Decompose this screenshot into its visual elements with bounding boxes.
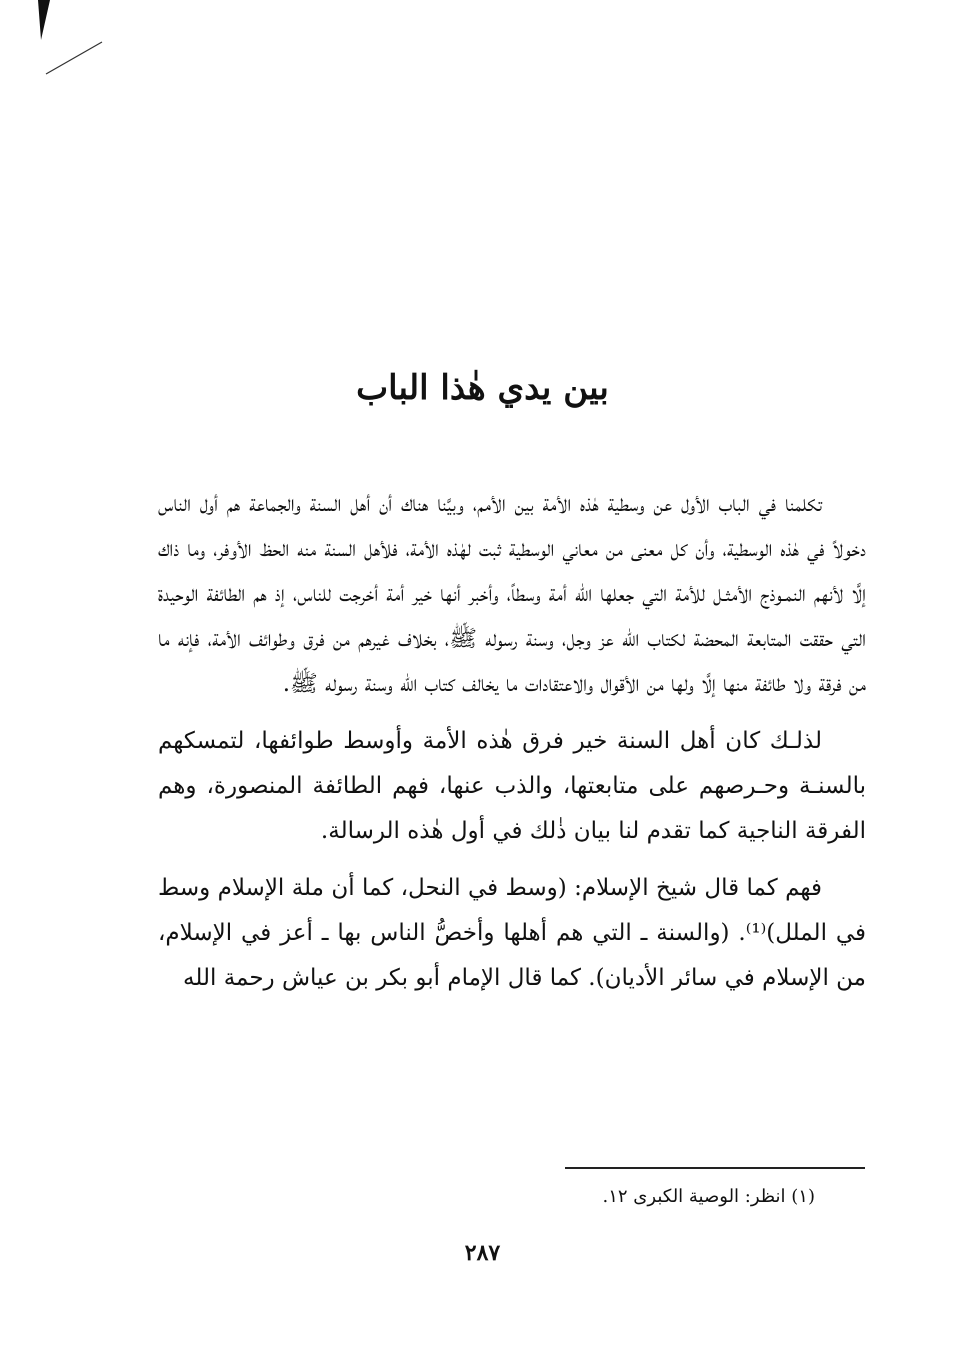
page-number: ٢٨٧ <box>464 1240 501 1266</box>
paragraph-1: تكلمنا في الباب الأول عن وسطية هٰذه الأمة بين الأمم، وبيَّنا هناك أن أهل السنة والجماعة هم أول الناس دخولاً في هٰذه الوسطية، وأن كل معنى من معاني الوسطية ثبت لهٰذه الأمة، فلأهل السنة منه الحظ الأوفر، وما ذاك إلَّا لأنهم النمـوذج الأمثـل للأمة التي جعلها الله أمة وسطاً، وأخبر أنها خير أمة أخرجت للناس، إذ هم الطائفة الوحيدة التي حققت المتابعة المحضة لكتاب الله عز وجل، وسنة رسوله ﷺ، بخلاف غيرهم من فرق وطوائف الأمة، فإنه ما من فرقة ولا طائفة منها إلَّا ولها من الأقوال والاعتقادات ما يخالف كتاب الله وسنة رسوله ﷺ. <box>158 491 866 697</box>
page-title: بين يدي هٰذا الباب <box>356 368 609 408</box>
footnote: (١) انظر: الوصية الكبرى ١٢. <box>602 1186 815 1207</box>
paragraph-2: لذلـك كان أهل السنة خير فرق هٰذه الأمة وأوسط طوائفها، لتمسكهم بالسنـة وحـرصهم على متابعتها، والذب عنها، فهم الطائفة المنصورة، وهم الفرقة الناجية كما تقدم لنا بيان ذٰلك في أول هٰذه الرسالة. <box>158 728 866 844</box>
paragraph-3: فهم كما قال شيخ الإسلام: (وسط في النحل، كما أن ملة الإسلام وسط في الملل)⁽¹⁾. (والسنة ـ التي هم أهلها وأخصُّ الناس بها ـ أعز في الإسلام، من الإسلام في سائر الأديان). كما قال الإمام أبو بكر بن عياش رحمة الله <box>158 875 866 991</box>
footnote-separator <box>565 1167 865 1169</box>
body-text <box>158 482 866 1013</box>
scan-edge-mark <box>0 0 120 90</box>
